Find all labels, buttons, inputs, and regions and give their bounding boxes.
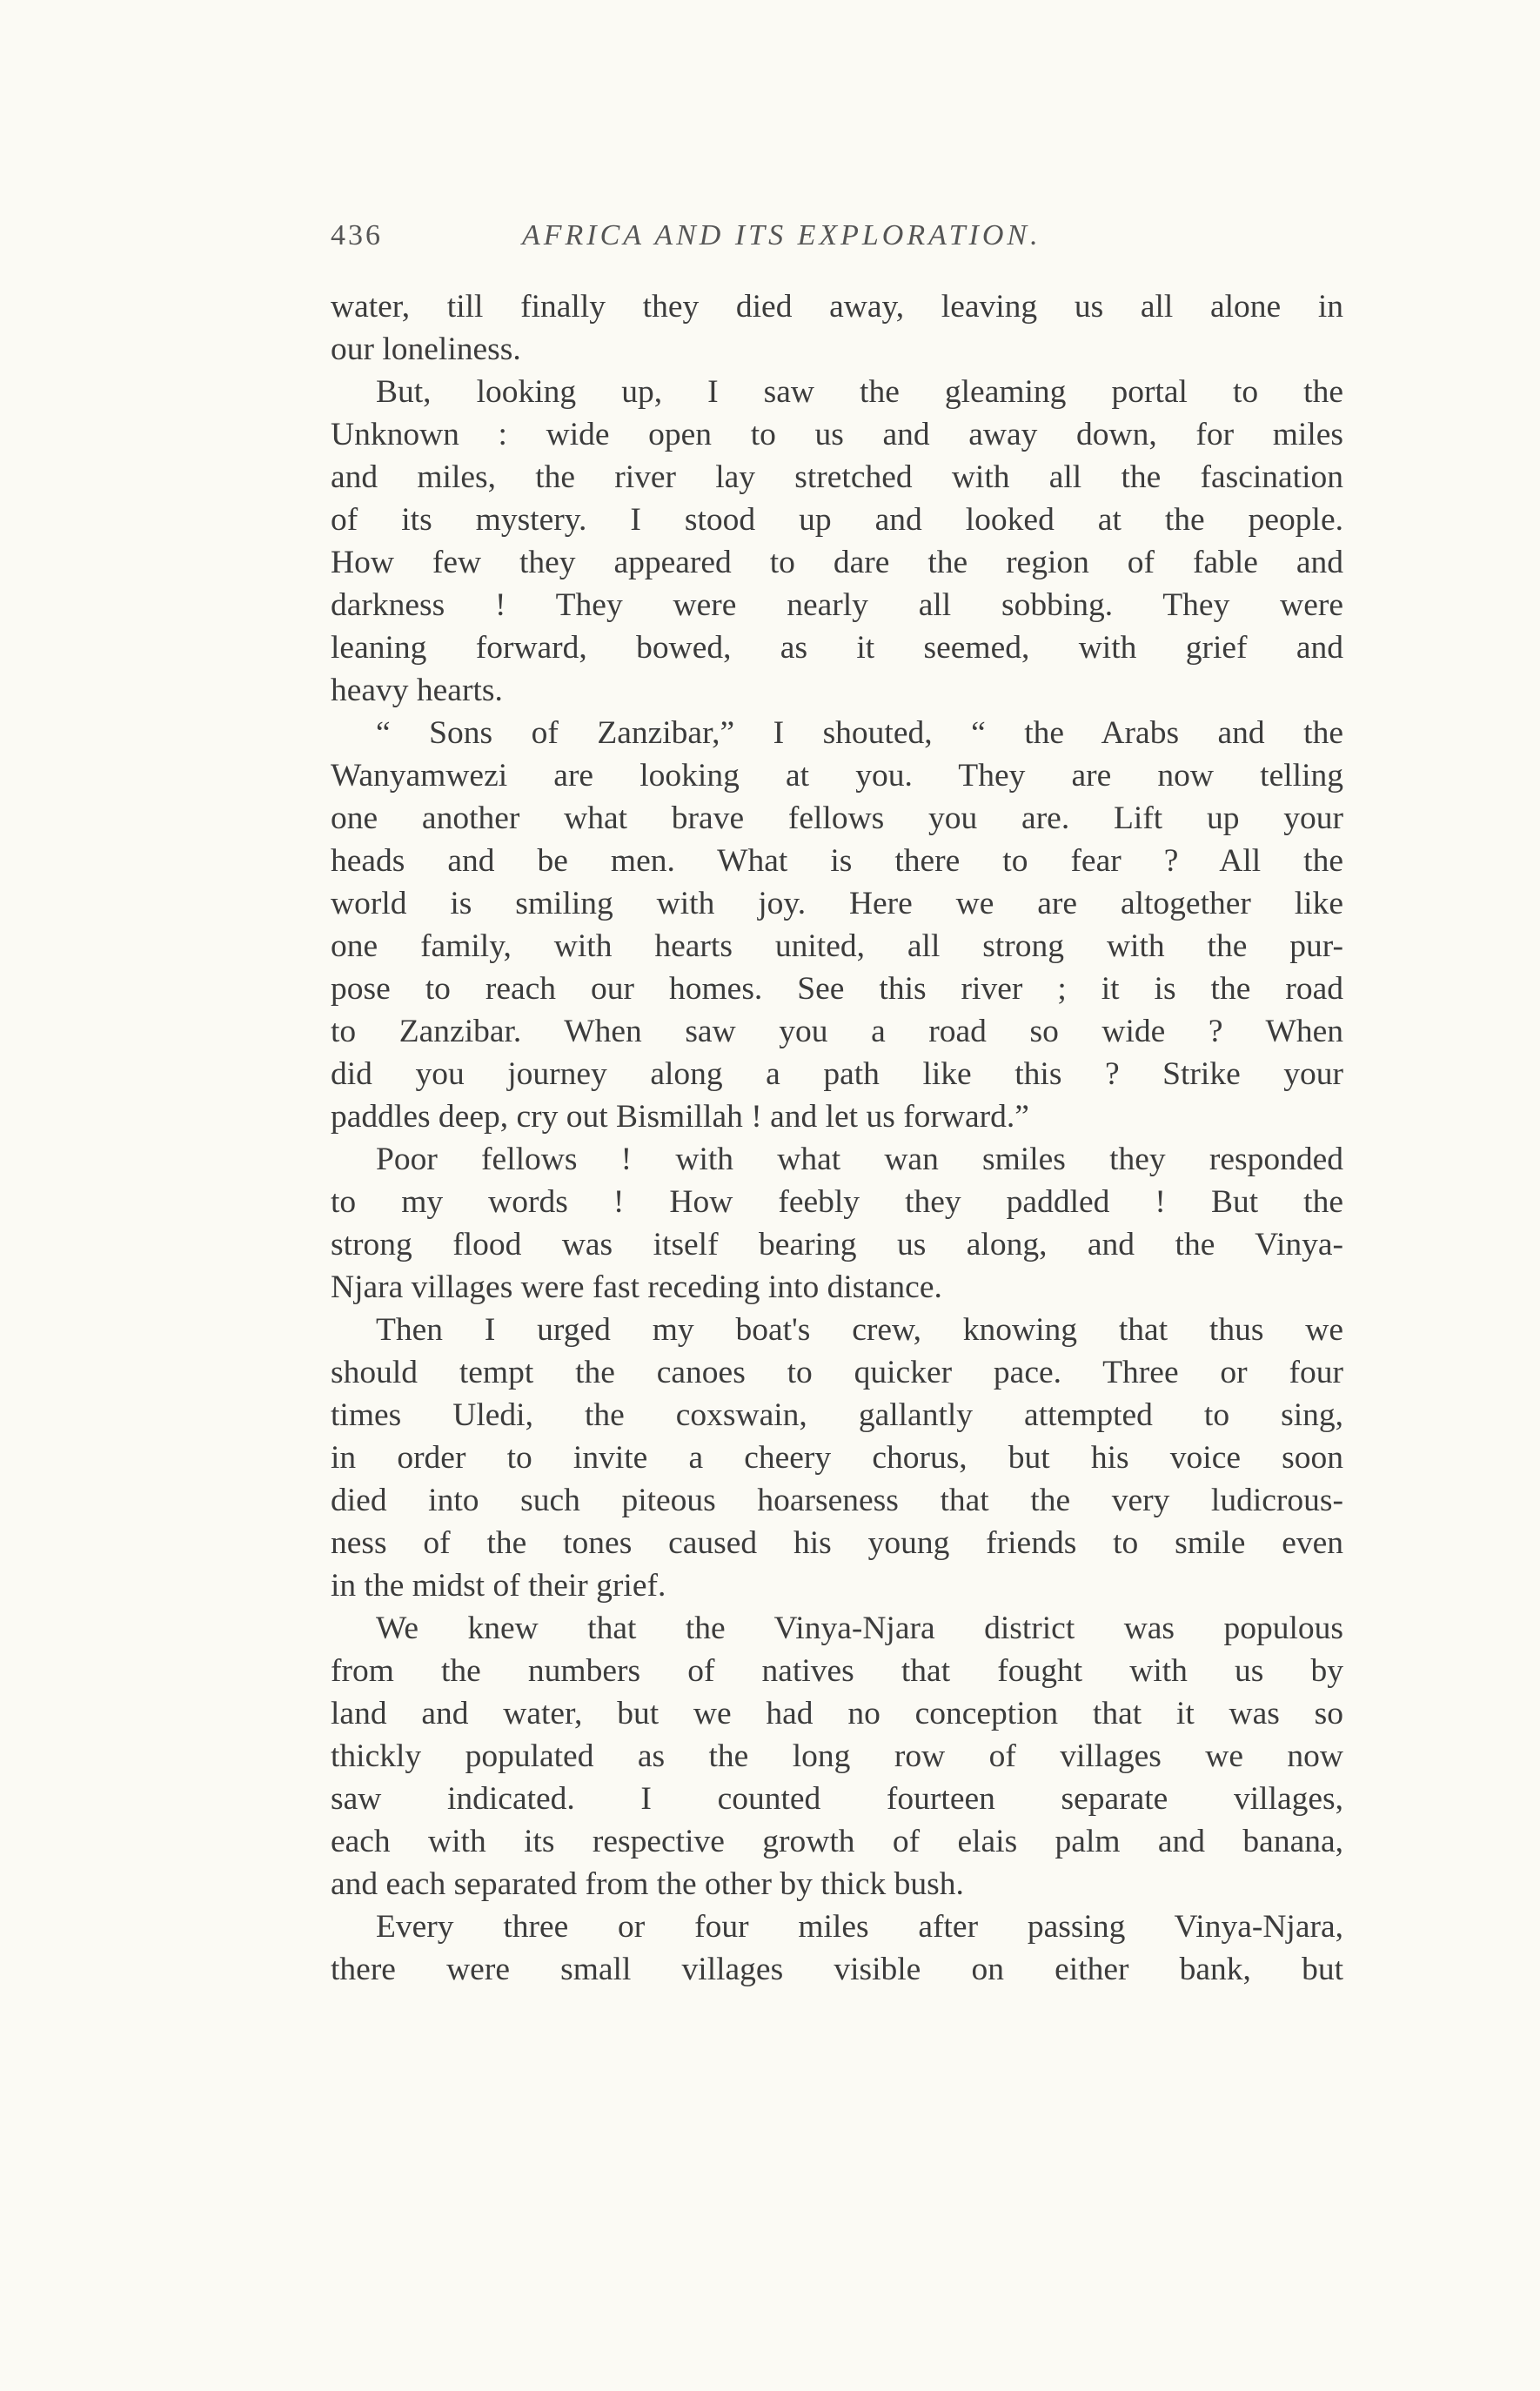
page-number: 436 — [331, 219, 383, 251]
text-line: “ Sons of Zanzibar,” I shouted, “ the Arabs and the — [376, 715, 1343, 751]
text-line: times Uledi, the coxswain, gallantly attempted to sing, — [331, 1397, 1343, 1433]
text-line: to my words ! How feebly they paddled ! But the — [331, 1184, 1343, 1220]
text-line: and each separated from the other by thick bush. — [331, 1866, 964, 1902]
text-line: to Zanzibar. When saw you a road so wide ? When — [331, 1014, 1343, 1049]
text-line: But, looking up, I saw the gleaming portal to the — [376, 374, 1343, 410]
text-line: one another what brave fellows you are. Lift up your — [331, 800, 1343, 836]
text-line: our loneliness. — [331, 332, 521, 367]
text-line: How few they appeared to dare the region of fable and — [331, 545, 1343, 580]
text-line: and miles, the river lay stretched with all the fascination — [331, 459, 1343, 495]
page-header — [331, 219, 1349, 271]
text-line: pose to reach our homes. See this river ; it is the road — [331, 971, 1343, 1007]
text-line: strong flood was itself bearing us along, and the Vinya- — [331, 1227, 1343, 1262]
body-text — [331, 285, 1343, 1991]
text-line: heavy hearts. — [331, 673, 503, 708]
text-line: We knew that the Vinya-Njara district was populous — [376, 1611, 1343, 1646]
text-line: world is smiling with joy. Here we are altogether like — [331, 886, 1343, 921]
text-line: Unknown : wide open to us and away down, for miles — [331, 417, 1343, 452]
text-line: of its mystery. I stood up and looked at the people. — [331, 502, 1343, 538]
text-line: Wanyamwezi are looking at you. They are now telling — [331, 758, 1343, 794]
running-head: AFRICA AND ITS EXPLORATION. — [522, 219, 1041, 251]
text-line: thickly populated as the long row of villages we now — [331, 1738, 1343, 1774]
text-line: there were small villages visible on either bank, but — [331, 1952, 1343, 1987]
text-line: died into such piteous hoarseness that the very ludicrous- — [331, 1483, 1343, 1518]
text-line: should tempt the canoes to quicker pace. Three or four — [331, 1355, 1343, 1390]
text-line: one family, with hearts united, all strong with the pur- — [331, 928, 1343, 964]
text-line: Then I urged my boat's crew, knowing that thus we — [376, 1312, 1343, 1348]
text-line: Njara villages were fast receding into distance. — [331, 1269, 942, 1305]
text-line: Every three or four miles after passing Vinya-Njara, — [376, 1909, 1343, 1945]
text-line: darkness ! They were nearly all sobbing. They were — [331, 587, 1343, 623]
text-line: leaning forward, bowed, as it seemed, with grief and — [331, 630, 1343, 666]
text-line: in order to invite a cheery chorus, but his voice soon — [331, 1440, 1343, 1476]
text-line: from the numbers of natives that fought with us by — [331, 1653, 1343, 1689]
text-line: heads and be men. What is there to fear ? All the — [331, 843, 1343, 879]
text-line: paddles deep, cry out Bismillah ! and let us forward.” — [331, 1099, 1029, 1135]
text-line: did you journey along a path like this ? Strike your — [331, 1056, 1343, 1092]
text-line: water, till finally they died away, leaving us all alone in — [331, 289, 1343, 325]
text-line: Poor fellows ! with what wan smiles they responded — [376, 1142, 1343, 1177]
text-line: land and water, but we had no conception that it was so — [331, 1696, 1343, 1731]
text-line: ness of the tones caused his young friends to smile even — [331, 1525, 1343, 1561]
text-line: each with its respective growth of elais palm and banana, — [331, 1824, 1343, 1859]
text-line: in the midst of their grief. — [331, 1568, 666, 1604]
text-line: saw indicated. I counted fourteen separate villages, — [331, 1781, 1343, 1817]
